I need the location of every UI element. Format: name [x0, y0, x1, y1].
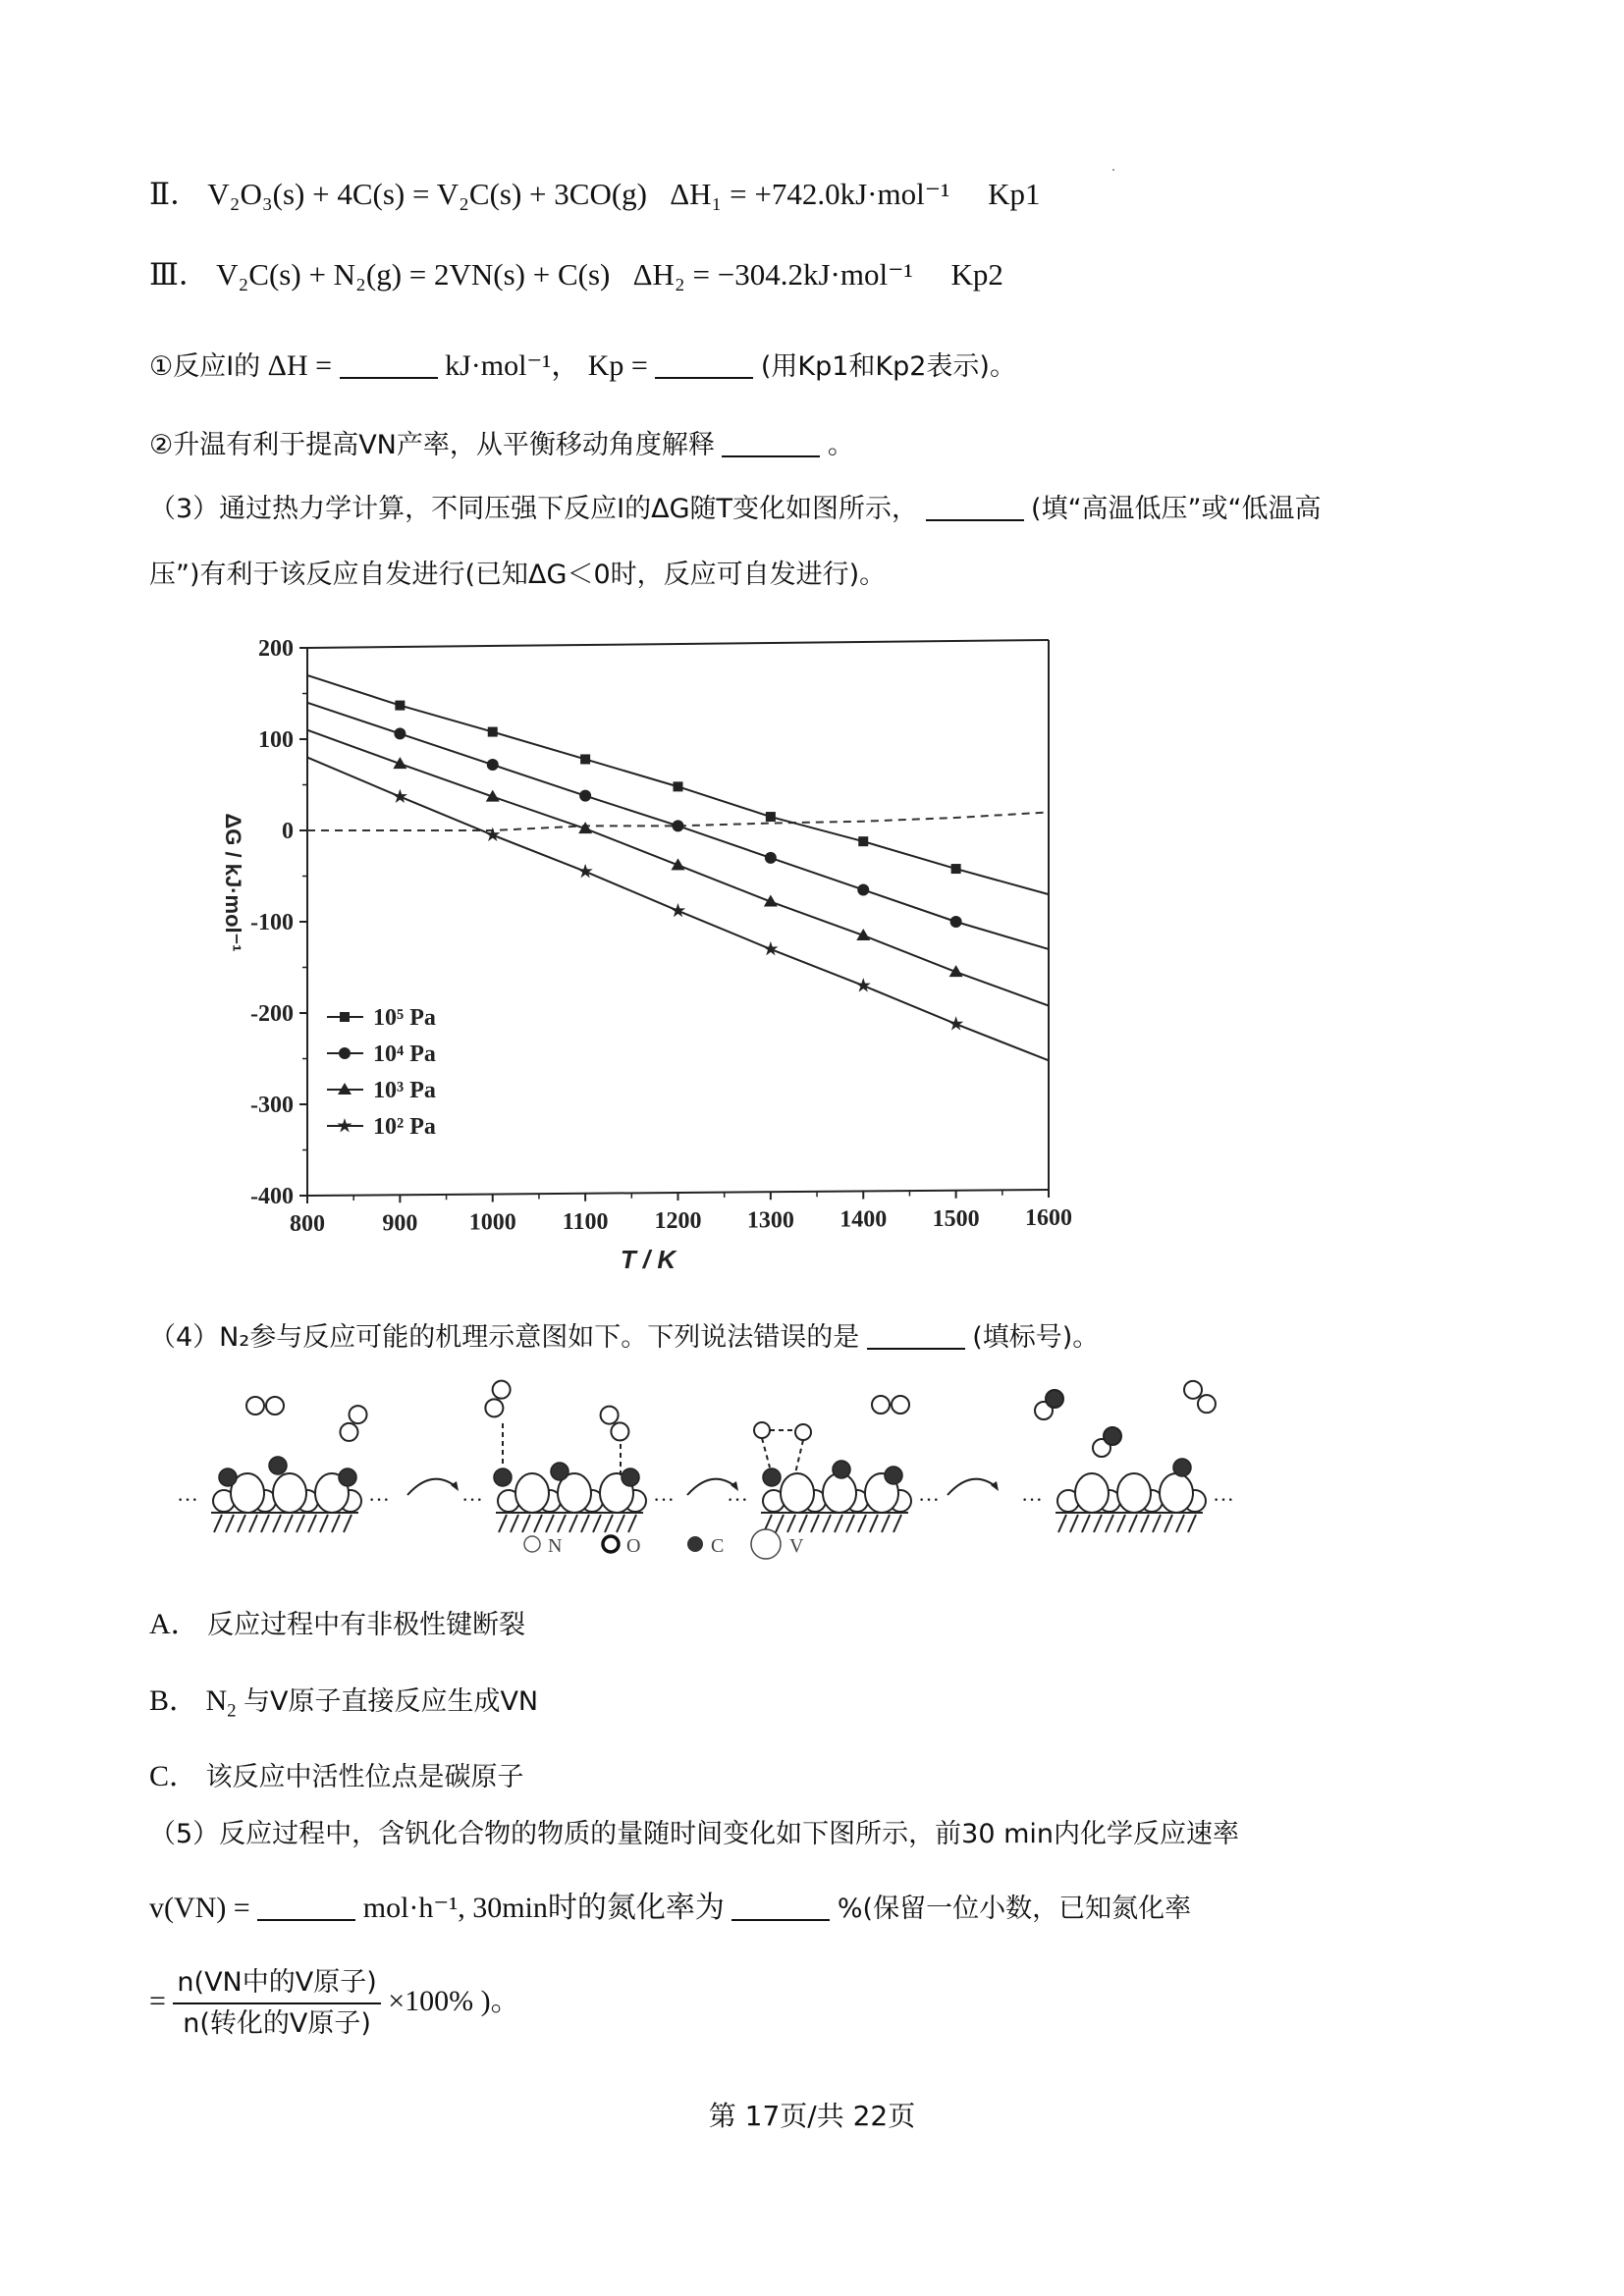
surface-hatch: [1164, 1515, 1172, 1532]
answer-blank-kp[interactable]: [655, 349, 753, 379]
nitrogen-atom: [246, 1397, 264, 1415]
scan-speck: [1112, 169, 1114, 171]
option-c[interactable]: [149, 1757, 524, 1797]
surface-hatch: [811, 1515, 819, 1532]
reaction-3-rhs: 2VN(s) + C(s): [434, 257, 611, 292]
surface-panel: [727, 1461, 940, 1532]
x-tick-label: 1200: [654, 1208, 702, 1234]
surface-hatch: [332, 1515, 340, 1532]
carbon-atom: [1104, 1427, 1121, 1445]
data-point: [488, 727, 498, 737]
carbon-atom: [763, 1468, 781, 1486]
carbon-atom: [339, 1468, 356, 1486]
surface-hatch: [249, 1515, 257, 1532]
surface-panel: [461, 1463, 675, 1532]
surface-hatch: [846, 1515, 854, 1532]
answer-blank-delta-h[interactable]: [340, 349, 438, 379]
surface-hatch: [1117, 1515, 1125, 1532]
chart-ticks: [221, 636, 1072, 1274]
reaction-3-dh-value: −304.2kJ·mol⁻¹: [717, 257, 913, 292]
nitrogen-atom: [611, 1422, 628, 1440]
question-3-line-1: [149, 489, 1322, 529]
bond-dashed: [762, 1438, 770, 1468]
data-point: [578, 864, 593, 878]
y-tick-label: -400: [250, 1184, 294, 1209]
data-point: [951, 864, 961, 874]
option-key: B．: [149, 1684, 199, 1717]
surface-hatch: [1153, 1515, 1161, 1532]
vanadium-atom: [823, 1473, 856, 1513]
carbon-atom: [551, 1463, 568, 1480]
nitridation-fraction: [173, 1963, 380, 2044]
data-point: [857, 883, 869, 895]
vanadium-atom: [515, 1473, 549, 1513]
question-hint: (填标号)。: [972, 1322, 1100, 1353]
formula-n: N: [205, 1684, 228, 1717]
arrow-icon: [947, 1479, 997, 1495]
x-tick-label: 1500: [932, 1205, 980, 1232]
surface-hatch: [581, 1515, 589, 1532]
chart-legend: [327, 1005, 436, 1140]
reaction-2-lhs: V₂O₃(s) + 4C(s): [207, 177, 406, 211]
reaction-2-k: Kp1: [988, 177, 1041, 211]
surface-panel: [177, 1457, 390, 1532]
legend-marker: [339, 1047, 351, 1059]
legend-label: 10⁴ Pa: [373, 1041, 436, 1067]
delta-g-chart: [216, 618, 1100, 1286]
series-2: [307, 730, 1049, 1006]
surface-hatch: [870, 1515, 878, 1532]
surface-hatch: [1082, 1515, 1090, 1532]
option-key: A．: [149, 1608, 200, 1640]
carbon-atom: [219, 1468, 237, 1486]
surface-hatch: [1070, 1515, 1078, 1532]
legend-item: [327, 1114, 436, 1140]
vanadium-atom: [273, 1473, 306, 1513]
surface-hatch: [1188, 1515, 1196, 1532]
reaction-3-dh-label: ΔH₂: [632, 257, 685, 292]
legend-item: [327, 1078, 436, 1103]
question-part-1: [149, 347, 1016, 387]
surface-hatch: [1106, 1515, 1113, 1532]
x-tick-label: 1600: [1025, 1205, 1072, 1231]
mechanism-diagram: [167, 1369, 1296, 1595]
formula-subscript: 2: [227, 1700, 237, 1722]
question-text: （5）反应过程中，含钒化合物的物质的量随时间变化如下图所示，前30 min内化学反应速率: [149, 1819, 1240, 1849]
ellipsis: ···: [1213, 1487, 1234, 1512]
answer-blank-explanation[interactable]: [722, 428, 820, 457]
reaction-2-rhs: V₂C(s) + 3CO(g): [436, 177, 647, 211]
carbon-atom: [885, 1467, 902, 1484]
question-5-formula: [149, 1963, 520, 2044]
fraction-denominator: n(转化的V原子): [183, 2008, 371, 2039]
nitrogen-atom: [872, 1396, 890, 1414]
option-text: 该反应中活性位点是碳原子: [205, 1762, 524, 1792]
surface-hatch: [593, 1515, 601, 1532]
legend-symbol-nitrogen: [524, 1536, 540, 1552]
surface-hatch: [569, 1515, 577, 1532]
reaction-3-label: Ⅲ．: [149, 257, 209, 292]
y-tick-label: 100: [258, 727, 294, 753]
y-tick-label: -200: [250, 1001, 294, 1027]
x-tick-label: 1100: [562, 1208, 609, 1235]
delta-h-label: ΔH =: [267, 349, 333, 382]
carbon-atom: [833, 1461, 850, 1478]
nitrogen-atom: [350, 1406, 367, 1423]
question-5-line-1: [149, 1814, 1239, 1854]
question-4: [149, 1317, 1099, 1358]
carbon-atom: [1173, 1459, 1191, 1476]
legend-symbol-oxygen: [603, 1536, 619, 1552]
surface-hatch: [226, 1515, 234, 1532]
data-point: [579, 790, 591, 802]
carbon-atom: [622, 1468, 639, 1486]
x-tick-label: 800: [290, 1211, 325, 1237]
x-tick-label: 900: [382, 1210, 418, 1237]
surface-hatch: [534, 1515, 542, 1532]
reaction-3-k: Kp2: [950, 257, 1003, 292]
equals-sign: =: [149, 1984, 166, 2017]
legend-label: 10⁵ Pa: [373, 1005, 436, 1031]
surface-hatch: [558, 1515, 566, 1532]
fraction-numerator: n(VN中的V原子): [173, 1963, 380, 2004]
reaction-3-lhs: V₂C(s) + N₂(g): [216, 257, 403, 292]
question-text: （3）通过热力学计算，不同压强下反应Ⅰ的ΔG随T变化如图所示，: [149, 494, 919, 524]
nitrogen-atom: [1198, 1395, 1216, 1413]
surface-hatch: [499, 1515, 507, 1532]
data-point: [395, 701, 405, 711]
data-point: [487, 759, 499, 771]
surface-hatch: [273, 1515, 281, 1532]
data-point: [765, 852, 777, 864]
legend-marker: [340, 1012, 350, 1022]
surface-hatch: [344, 1515, 352, 1532]
reaction-2: Ⅱ． V₂O₃(s) + 4C(s) = V₂C(s) + 3CO(g) ΔH₁ = +742.0kJ·mol⁻¹ Kp1: [149, 177, 1041, 211]
legend-item: [327, 1041, 436, 1067]
released-co-molecules: [1035, 1390, 1121, 1457]
ellipsis: ···: [653, 1487, 675, 1512]
ellipsis: ···: [727, 1487, 748, 1512]
surface-hatch: [308, 1515, 316, 1532]
bond-dashed: [795, 1440, 803, 1473]
top-frame: [307, 640, 1049, 648]
nitrogen-atom: [1184, 1381, 1202, 1399]
question-part-2: [149, 425, 854, 465]
ellipsis: ···: [1021, 1487, 1043, 1512]
question-text: ②升温有利于提高VN产率，从平衡移动角度解释: [149, 430, 715, 460]
surface-panel: [1021, 1459, 1234, 1532]
legend-label: O: [626, 1535, 641, 1557]
option-text: 与V原子直接反应生成VN: [243, 1686, 539, 1717]
legend-label: N: [548, 1535, 563, 1557]
data-point: [948, 1016, 963, 1030]
vanadium-atom: [781, 1473, 814, 1513]
data-point: [671, 903, 685, 917]
answer-blank-condition[interactable]: [926, 492, 1024, 521]
carbon-atom: [494, 1468, 512, 1486]
ellipsis: ···: [368, 1487, 390, 1512]
question-text: ①反应Ⅰ的: [149, 351, 261, 382]
reaction-2-dh-value: +742.0kJ·mol⁻¹: [754, 177, 950, 211]
data-point: [950, 916, 962, 928]
punctuation: 。: [827, 430, 854, 460]
data-point: [393, 789, 407, 803]
legend-label: 10² Pa: [373, 1114, 436, 1140]
fraction-suffix: ×100% )。: [388, 1984, 520, 2017]
legend-symbol-carbon: [687, 1536, 703, 1552]
nitrogen-atom: [493, 1381, 511, 1399]
question-3-line-2: [149, 555, 886, 595]
legend-item: [327, 1005, 436, 1031]
surface-hatch: [617, 1515, 624, 1532]
arrow-icon: [407, 1479, 457, 1495]
question-hint: (用Kp1和Kp2表示)。: [760, 351, 1016, 382]
nitrogen-atom: [266, 1397, 284, 1415]
answer-blank-choice[interactable]: [867, 1320, 965, 1350]
question-hint: (填“高温低压”或“低温高: [1031, 494, 1322, 524]
vanadium-atom: [1117, 1473, 1151, 1513]
x-tick-label: 1000: [468, 1209, 516, 1236]
ellipsis: ···: [461, 1487, 483, 1512]
question-text: 压”)有利于该反应自发进行(已知ΔG＜0时，反应可自发进行)。: [149, 560, 887, 590]
reaction-2-dh-label: ΔH₁: [670, 177, 723, 211]
option-text: 反应过程中有非极性键断裂: [207, 1610, 526, 1640]
surface-hatch: [1176, 1515, 1184, 1532]
x-axis-label: T / K: [620, 1245, 677, 1274]
mechanism-legend: [524, 1529, 804, 1559]
chart-axes: [307, 640, 1049, 1196]
option-key: C．: [149, 1760, 199, 1792]
y-tick-label: 0: [282, 819, 294, 844]
question-text: mol·h⁻¹, 30min时的氮化率为: [362, 1892, 725, 1924]
question-text: （4）N₂参与反应可能的机理示意图如下。下列说法错误的是: [149, 1322, 860, 1353]
unit-text: kJ·mol⁻¹，: [445, 349, 581, 382]
surface-hatch: [799, 1515, 807, 1532]
ellipsis: ···: [177, 1487, 198, 1512]
vanadium-atom: [1075, 1473, 1109, 1513]
surface-hatch: [320, 1515, 328, 1532]
question-5-line-2: [149, 1889, 1191, 1929]
nitrogen-atom: [485, 1399, 503, 1416]
legend-label: C: [711, 1535, 725, 1557]
surface-hatch: [835, 1515, 842, 1532]
surface-hatch: [285, 1515, 293, 1532]
data-point: [394, 727, 406, 739]
nitrogen-atom: [601, 1407, 619, 1424]
data-point: [580, 754, 590, 764]
carbon-atom: [1046, 1390, 1063, 1408]
option-a[interactable]: [149, 1605, 525, 1645]
rate-label: v(VN) =: [149, 1892, 250, 1924]
surface-hatch: [261, 1515, 269, 1532]
y-tick-label: 200: [258, 636, 294, 662]
reaction-3: Ⅲ． V₂C(s) + N₂(g) = 2VN(s) + C(s) ΔH₂ = −304.2kJ·mol⁻¹ Kp2: [149, 257, 1003, 292]
ellipsis: ···: [918, 1487, 940, 1512]
legend-symbol-vanadium: [751, 1529, 781, 1559]
answer-blank-nitridation[interactable]: [731, 1892, 830, 1921]
data-point: [673, 820, 684, 831]
surface-hatch: [511, 1515, 518, 1532]
surface-hatch: [546, 1515, 554, 1532]
surface-hatch: [522, 1515, 530, 1532]
surface-hatch: [1058, 1515, 1066, 1532]
data-point: [674, 781, 683, 791]
answer-blank-rate[interactable]: [257, 1892, 355, 1921]
legend-label: 10³ Pa: [373, 1078, 436, 1103]
surface-hatch: [214, 1515, 222, 1532]
carbon-atom: [269, 1457, 287, 1474]
nitrogen-atom: [795, 1424, 811, 1440]
surface-hatch: [1141, 1515, 1149, 1532]
legend-label: V: [789, 1535, 804, 1557]
nitrogen-atom: [754, 1422, 770, 1438]
surface-hatch: [823, 1515, 831, 1532]
surface-hatch: [628, 1515, 636, 1532]
question-hint: %(保留一位小数，已知氮化率: [837, 1894, 1192, 1924]
surface-hatch: [858, 1515, 866, 1532]
surface-hatch: [1129, 1515, 1137, 1532]
kp-label: Kp =: [587, 349, 648, 382]
vanadium-atom: [1160, 1473, 1193, 1513]
x-tick-label: 1300: [746, 1207, 794, 1234]
y-tick-label: -100: [250, 910, 294, 935]
surface-hatch: [776, 1515, 784, 1532]
y-axis-label: ΔG / kJ·mol⁻¹: [221, 813, 245, 952]
option-b[interactable]: [149, 1682, 538, 1732]
data-point: [485, 828, 500, 841]
page-footer: 第 17页/共 22页: [708, 2100, 916, 2132]
surface-hatch: [238, 1515, 245, 1532]
x-tick-label: 1400: [839, 1206, 888, 1233]
nitrogen-atom: [892, 1396, 909, 1414]
surface-hatch: [787, 1515, 795, 1532]
data-point: [763, 941, 778, 955]
surface-hatch: [297, 1515, 304, 1532]
surface-hatch: [605, 1515, 613, 1532]
data-point: [766, 812, 776, 822]
surface-hatch: [893, 1515, 901, 1532]
data-point: [858, 836, 868, 846]
chart-series: [307, 675, 1049, 1060]
surface-hatch: [1094, 1515, 1102, 1532]
surface-hatch: [882, 1515, 890, 1532]
data-point: [856, 978, 871, 991]
reaction-2-label: Ⅱ．: [149, 177, 201, 211]
nitrogen-atom: [340, 1423, 357, 1441]
y-tick-label: -300: [250, 1093, 294, 1118]
